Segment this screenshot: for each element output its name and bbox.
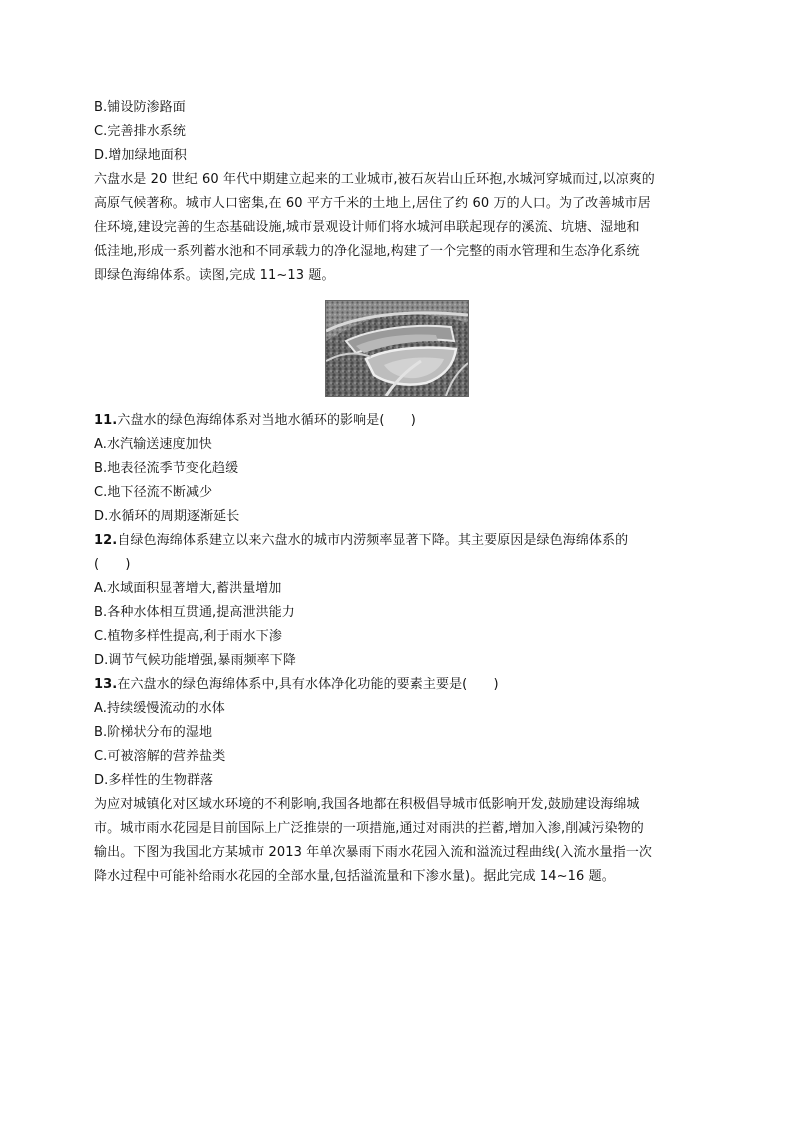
passage1-line: 即绿色海绵体系。读图,完成 11~13 题。 bbox=[94, 268, 335, 283]
passage2-line: 降水过程中可能补给雨水花园的全部水量,包括溢流量和下渗水量)。据此完成 14~16 题。 bbox=[94, 869, 615, 884]
option-b: B.铺设防渗路面 bbox=[94, 100, 186, 115]
passage1-line: 六盘水是 20 世纪 60 年代中期建立起来的工业城市,被石灰岩山丘环抱,水城河穿城而过,以凉爽的 bbox=[94, 172, 655, 187]
option-d: D.增加绿地面积 bbox=[94, 148, 187, 163]
question-text: 自绿色海绵体系建立以来六盘水的城市内涝频率显著下降。其主要原因是绿色海绵体系的 bbox=[117, 533, 629, 548]
q12-option-a: A.水域面积显著增大,蓄洪量增加 bbox=[94, 581, 282, 596]
passage1-line: 住环境,建设完善的生态基础设施,城市景观设计师们将水城河串联起现存的溪流、坑塘、湿地和 bbox=[94, 220, 640, 235]
q13-option-b: B.阶梯状分布的湿地 bbox=[94, 725, 213, 740]
question-12-stem bbox=[94, 533, 628, 549]
question-number: 12. bbox=[94, 533, 118, 548]
question-text: 六盘水的绿色海绵体系对当地水循环的影响是( ) bbox=[117, 413, 416, 428]
q12-option-d: D.调节气候功能增强,暴雨频率下降 bbox=[94, 653, 296, 668]
q13-option-d: D.多样性的生物群落 bbox=[94, 773, 214, 788]
q12-answer-paren: ( ) bbox=[94, 557, 131, 572]
q11-option-c: C.地下径流不断减少 bbox=[94, 485, 213, 500]
wetland-photo bbox=[325, 300, 469, 397]
q11-option-b: B.地表径流季节变化趋缓 bbox=[94, 461, 239, 476]
passage2-line: 为应对城镇化对区域水环境的不利影响,我国各地都在积极倡导城市低影响开发,鼓励建设海绵城 bbox=[94, 797, 640, 812]
q12-option-c: C.植物多样性提高,利于雨水下渗 bbox=[94, 629, 282, 644]
question-13-stem bbox=[94, 677, 499, 693]
passage2-line: 市。城市雨水花园是目前国际上广泛推崇的一项措施,通过对雨洪的拦蓄,增加入渗,削减污染物的 bbox=[94, 821, 644, 836]
option-c: C.完善排水系统 bbox=[94, 124, 187, 139]
q13-option-c: C.可被溶解的营养盐类 bbox=[94, 749, 226, 764]
question-11-stem bbox=[94, 413, 416, 429]
q13-option-a: A.持续缓慢流动的水体 bbox=[94, 701, 225, 716]
q11-option-d: D.水循环的周期逐渐延长 bbox=[94, 509, 240, 524]
passage1-line: 低洼地,形成一系列蓄水池和不同承载力的净化湿地,构建了一个完整的雨水管理和生态净化系统 bbox=[94, 244, 640, 259]
q12-option-b: B.各种水体相互贯通,提高泄洪能力 bbox=[94, 605, 295, 620]
question-number: 13. bbox=[94, 677, 118, 692]
passage1-line: 高原气候著称。城市人口密集,在 60 平方千米的土地上,居住了约 60 万的人口。为了改善城市居 bbox=[94, 196, 651, 211]
question-number: 11. bbox=[94, 413, 118, 428]
q11-option-a: A.水汽输送速度加快 bbox=[94, 437, 212, 452]
question-text: 在六盘水的绿色海绵体系中,具有水体净化功能的要素主要是( ) bbox=[117, 677, 499, 692]
passage2-line: 输出。下图为我国北方某城市 2013 年单次暴雨下雨水花园入流和溢流过程曲线(入流水量指一次 bbox=[94, 845, 653, 860]
